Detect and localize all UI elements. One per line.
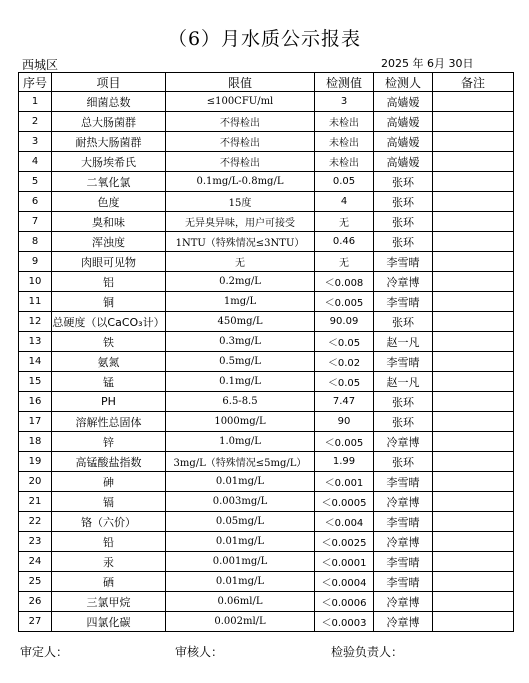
item-name: 汞 xyxy=(52,552,166,572)
row-number: 14 xyxy=(19,352,52,372)
measured-value: 未检出 xyxy=(315,112,374,132)
table-row xyxy=(19,252,514,272)
table-row xyxy=(19,212,514,232)
remark xyxy=(433,432,514,452)
table-row xyxy=(19,552,514,572)
row-number: 20 xyxy=(19,472,52,492)
row-number: 16 xyxy=(19,392,52,412)
table-row xyxy=(19,152,514,172)
measured-value: ＜0.0025 xyxy=(315,532,374,552)
inspector-name: 高嫱嫒 xyxy=(374,152,433,172)
measured-value: 7.47 xyxy=(315,392,374,412)
reviewer-label: 审核人： xyxy=(175,645,224,659)
limit-value: 0.05mg/L xyxy=(166,512,315,532)
limit-value: 15度 xyxy=(166,192,315,212)
row-number: 3 xyxy=(19,132,52,152)
row-number: 6 xyxy=(19,192,52,212)
remark xyxy=(433,292,514,312)
row-number: 17 xyxy=(19,412,52,432)
table-row xyxy=(19,192,514,212)
limit-value: 0.1mg/L-0.8mg/L xyxy=(166,172,315,192)
limit-value: 1mg/L xyxy=(166,292,315,312)
limit-value: 0.01mg/L xyxy=(166,472,315,492)
table-row xyxy=(19,612,514,632)
table-row xyxy=(19,592,514,612)
remark xyxy=(433,372,514,392)
inspector-name: 张环 xyxy=(374,192,433,212)
header-cell: 限值 xyxy=(166,73,315,92)
inspector-name: 张环 xyxy=(374,232,433,252)
row-number: 13 xyxy=(19,332,52,352)
inspector-name: 张环 xyxy=(374,392,433,412)
remark xyxy=(433,192,514,212)
item-name: 细菌总数 xyxy=(52,92,166,112)
remark xyxy=(433,512,514,532)
remark xyxy=(433,552,514,572)
measured-value: 90.09 xyxy=(315,312,374,332)
remark xyxy=(433,352,514,372)
remark xyxy=(433,112,514,132)
item-name: 锌 xyxy=(52,432,166,452)
remark xyxy=(433,532,514,552)
item-name: 耐热大肠菌群 xyxy=(52,132,166,152)
inspector-name: 赵一凡 xyxy=(374,372,433,392)
item-name: 铬（六价） xyxy=(52,512,166,532)
inspector-name: 冷章博 xyxy=(374,592,433,612)
inspector-name: 冷章博 xyxy=(374,532,433,552)
row-number: 19 xyxy=(19,452,52,472)
item-name: 铁 xyxy=(52,332,166,352)
item-name: 肉眼可见物 xyxy=(52,252,166,272)
inspector-name: 李雪晴 xyxy=(374,252,433,272)
measured-value: ＜0.0004 xyxy=(315,572,374,592)
header-cell: 检测值 xyxy=(315,73,374,92)
table-row xyxy=(19,132,514,152)
remark xyxy=(433,452,514,472)
limit-value: 不得检出 xyxy=(166,112,315,132)
measured-value: 未检出 xyxy=(315,132,374,152)
table-row xyxy=(19,92,514,112)
measured-value: ＜0.0001 xyxy=(315,552,374,572)
table-row xyxy=(19,112,514,132)
table-row xyxy=(19,572,514,592)
limit-value: 1000mg/L xyxy=(166,412,315,432)
inspector-name: 李雪晴 xyxy=(374,292,433,312)
measured-value: ＜0.001 xyxy=(315,472,374,492)
measured-value: 未检出 xyxy=(315,152,374,172)
inspector-name: 冷章博 xyxy=(374,492,433,512)
limit-value: 0.3mg/L xyxy=(166,332,315,352)
measured-value: 无 xyxy=(315,212,374,232)
row-number: 23 xyxy=(19,532,52,552)
limit-value: 0.01mg/L xyxy=(166,572,315,592)
measured-value: 3 xyxy=(315,92,374,112)
row-number: 11 xyxy=(19,292,52,312)
remark xyxy=(433,92,514,112)
limit-value: 0.5mg/L xyxy=(166,352,315,372)
measured-value: ＜0.0003 xyxy=(315,612,374,632)
row-number: 1 xyxy=(19,92,52,112)
table-row xyxy=(19,472,514,492)
remark xyxy=(433,132,514,152)
measured-value: ＜0.0006 xyxy=(315,592,374,612)
row-number: 2 xyxy=(19,112,52,132)
limit-value: 6.5-8.5 xyxy=(166,392,315,412)
measured-value: 0.46 xyxy=(315,232,374,252)
remark xyxy=(433,232,514,252)
row-number: 27 xyxy=(19,612,52,632)
item-name: 臭和味 xyxy=(52,212,166,232)
item-name: 氨氮 xyxy=(52,352,166,372)
remark xyxy=(433,492,514,512)
row-number: 26 xyxy=(19,592,52,612)
inspector-name: 李雪晴 xyxy=(374,552,433,572)
row-number: 9 xyxy=(19,252,52,272)
limit-value: 无异臭异味，用户可接受 xyxy=(166,212,315,232)
limit-value: 0.001mg/L xyxy=(166,552,315,572)
inspector-name: 张环 xyxy=(374,172,433,192)
limit-value: 0.003mg/L xyxy=(166,492,315,512)
district-label: 西城区 xyxy=(22,58,59,72)
item-name: 三氯甲烷 xyxy=(52,592,166,612)
remark xyxy=(433,392,514,412)
item-name: 锰 xyxy=(52,372,166,392)
measured-value: ＜0.05 xyxy=(315,372,374,392)
row-number: 7 xyxy=(19,212,52,232)
item-name: 总大肠菌群 xyxy=(52,112,166,132)
table-row xyxy=(19,512,514,532)
remark xyxy=(433,152,514,172)
remark xyxy=(433,272,514,292)
inspector-name: 李雪晴 xyxy=(374,472,433,492)
inspector-name: 高嫱嫒 xyxy=(374,112,433,132)
measured-value: ＜0.02 xyxy=(315,352,374,372)
inspector-name: 冷章博 xyxy=(374,432,433,452)
inspector-label: 检验负责人： xyxy=(331,645,404,659)
inspector-name: 张环 xyxy=(374,212,433,232)
row-number: 10 xyxy=(19,272,52,292)
remark xyxy=(433,252,514,272)
table-row xyxy=(19,232,514,252)
table-row xyxy=(19,492,514,512)
row-number: 12 xyxy=(19,312,52,332)
table-row xyxy=(19,352,514,372)
item-name: 镉 xyxy=(52,492,166,512)
item-name: PH xyxy=(52,392,166,412)
inspector-name: 张环 xyxy=(374,412,433,432)
row-number: 22 xyxy=(19,512,52,532)
inspector-name: 张环 xyxy=(374,312,433,332)
limit-value: 0.06ml/L xyxy=(166,592,315,612)
remark xyxy=(433,572,514,592)
row-number: 25 xyxy=(19,572,52,592)
header-cell: 项目 xyxy=(52,73,166,92)
row-number: 4 xyxy=(19,152,52,172)
remark xyxy=(433,212,514,232)
inspector-name: 李雪晴 xyxy=(374,512,433,532)
limit-value: 0.2mg/L xyxy=(166,272,315,292)
remark xyxy=(433,472,514,492)
measured-value: ＜0.0005 xyxy=(315,492,374,512)
limit-value: 0.01mg/L xyxy=(166,532,315,552)
measured-value: 90 xyxy=(315,412,374,432)
limit-value: 不得检出 xyxy=(166,152,315,172)
row-number: 18 xyxy=(19,432,52,452)
water-quality-table xyxy=(18,72,514,632)
limit-value: 3mg/L（特殊情况≤5mg/L） xyxy=(166,452,315,472)
item-name: 铝 xyxy=(52,272,166,292)
remark xyxy=(433,592,514,612)
table-row xyxy=(19,452,514,472)
item-name: 铜 xyxy=(52,292,166,312)
report-date: 2025 年 6月 30日 xyxy=(381,57,474,70)
remark xyxy=(433,312,514,332)
inspector-name: 李雪晴 xyxy=(374,572,433,592)
table-row xyxy=(19,312,514,332)
inspector-name: 高嫱嫒 xyxy=(374,132,433,152)
item-name: 四氯化碳 xyxy=(52,612,166,632)
row-number: 24 xyxy=(19,552,52,572)
approver-label: 审定人： xyxy=(20,645,69,659)
inspector-name: 李雪晴 xyxy=(374,352,433,372)
remark xyxy=(433,172,514,192)
limit-value: 无 xyxy=(166,252,315,272)
table-header-row xyxy=(19,73,514,92)
table-row xyxy=(19,392,514,412)
limit-value: 450mg/L xyxy=(166,312,315,332)
measured-value: ＜0.05 xyxy=(315,332,374,352)
item-name: 铅 xyxy=(52,532,166,552)
table-row xyxy=(19,272,514,292)
limit-value: 0.002ml/L xyxy=(166,612,315,632)
item-name: 色度 xyxy=(52,192,166,212)
inspector-name: 赵一凡 xyxy=(374,332,433,352)
table-row xyxy=(19,532,514,552)
limit-value: 1NTU（特殊情况≤3NTU） xyxy=(166,232,315,252)
remark xyxy=(433,612,514,632)
inspector-name: 高嫱嫒 xyxy=(374,92,433,112)
table-row xyxy=(19,332,514,352)
item-name: 二氧化氯 xyxy=(52,172,166,192)
item-name: 总硬度（以CaCO₃计） xyxy=(52,312,166,332)
limit-value: ≤100CFU/ml xyxy=(166,92,315,112)
item-name: 高锰酸盐指数 xyxy=(52,452,166,472)
item-name: 浑浊度 xyxy=(52,232,166,252)
header-cell: 序号 xyxy=(19,73,52,92)
item-name: 硒 xyxy=(52,572,166,592)
measured-value: 无 xyxy=(315,252,374,272)
table-row xyxy=(19,372,514,392)
table-row xyxy=(19,412,514,432)
measured-value: ＜0.005 xyxy=(315,432,374,452)
limit-value: 1.0mg/L xyxy=(166,432,315,452)
measured-value: 1.99 xyxy=(315,452,374,472)
table-row xyxy=(19,292,514,312)
table-row xyxy=(19,432,514,452)
item-name: 砷 xyxy=(52,472,166,492)
row-number: 5 xyxy=(19,172,52,192)
limit-value: 不得检出 xyxy=(166,132,315,152)
report-title: （6）月水质公示报表 xyxy=(167,28,362,50)
item-name: 大肠埃希氏 xyxy=(52,152,166,172)
measured-value: ＜0.005 xyxy=(315,292,374,312)
inspector-name: 冷章博 xyxy=(374,272,433,292)
measured-value: 4 xyxy=(315,192,374,212)
row-number: 15 xyxy=(19,372,52,392)
measured-value: 0.05 xyxy=(315,172,374,192)
measured-value: ＜0.008 xyxy=(315,272,374,292)
inspector-name: 冷章博 xyxy=(374,612,433,632)
measured-value: ＜0.004 xyxy=(315,512,374,532)
header-cell: 备注 xyxy=(433,73,514,92)
table-row xyxy=(19,172,514,192)
inspector-name: 张环 xyxy=(374,452,433,472)
item-name: 溶解性总固体 xyxy=(52,412,166,432)
limit-value: 0.1mg/L xyxy=(166,372,315,392)
row-number: 8 xyxy=(19,232,52,252)
remark xyxy=(433,412,514,432)
row-number: 21 xyxy=(19,492,52,512)
header-cell: 检测人 xyxy=(374,73,433,92)
remark xyxy=(433,332,514,352)
